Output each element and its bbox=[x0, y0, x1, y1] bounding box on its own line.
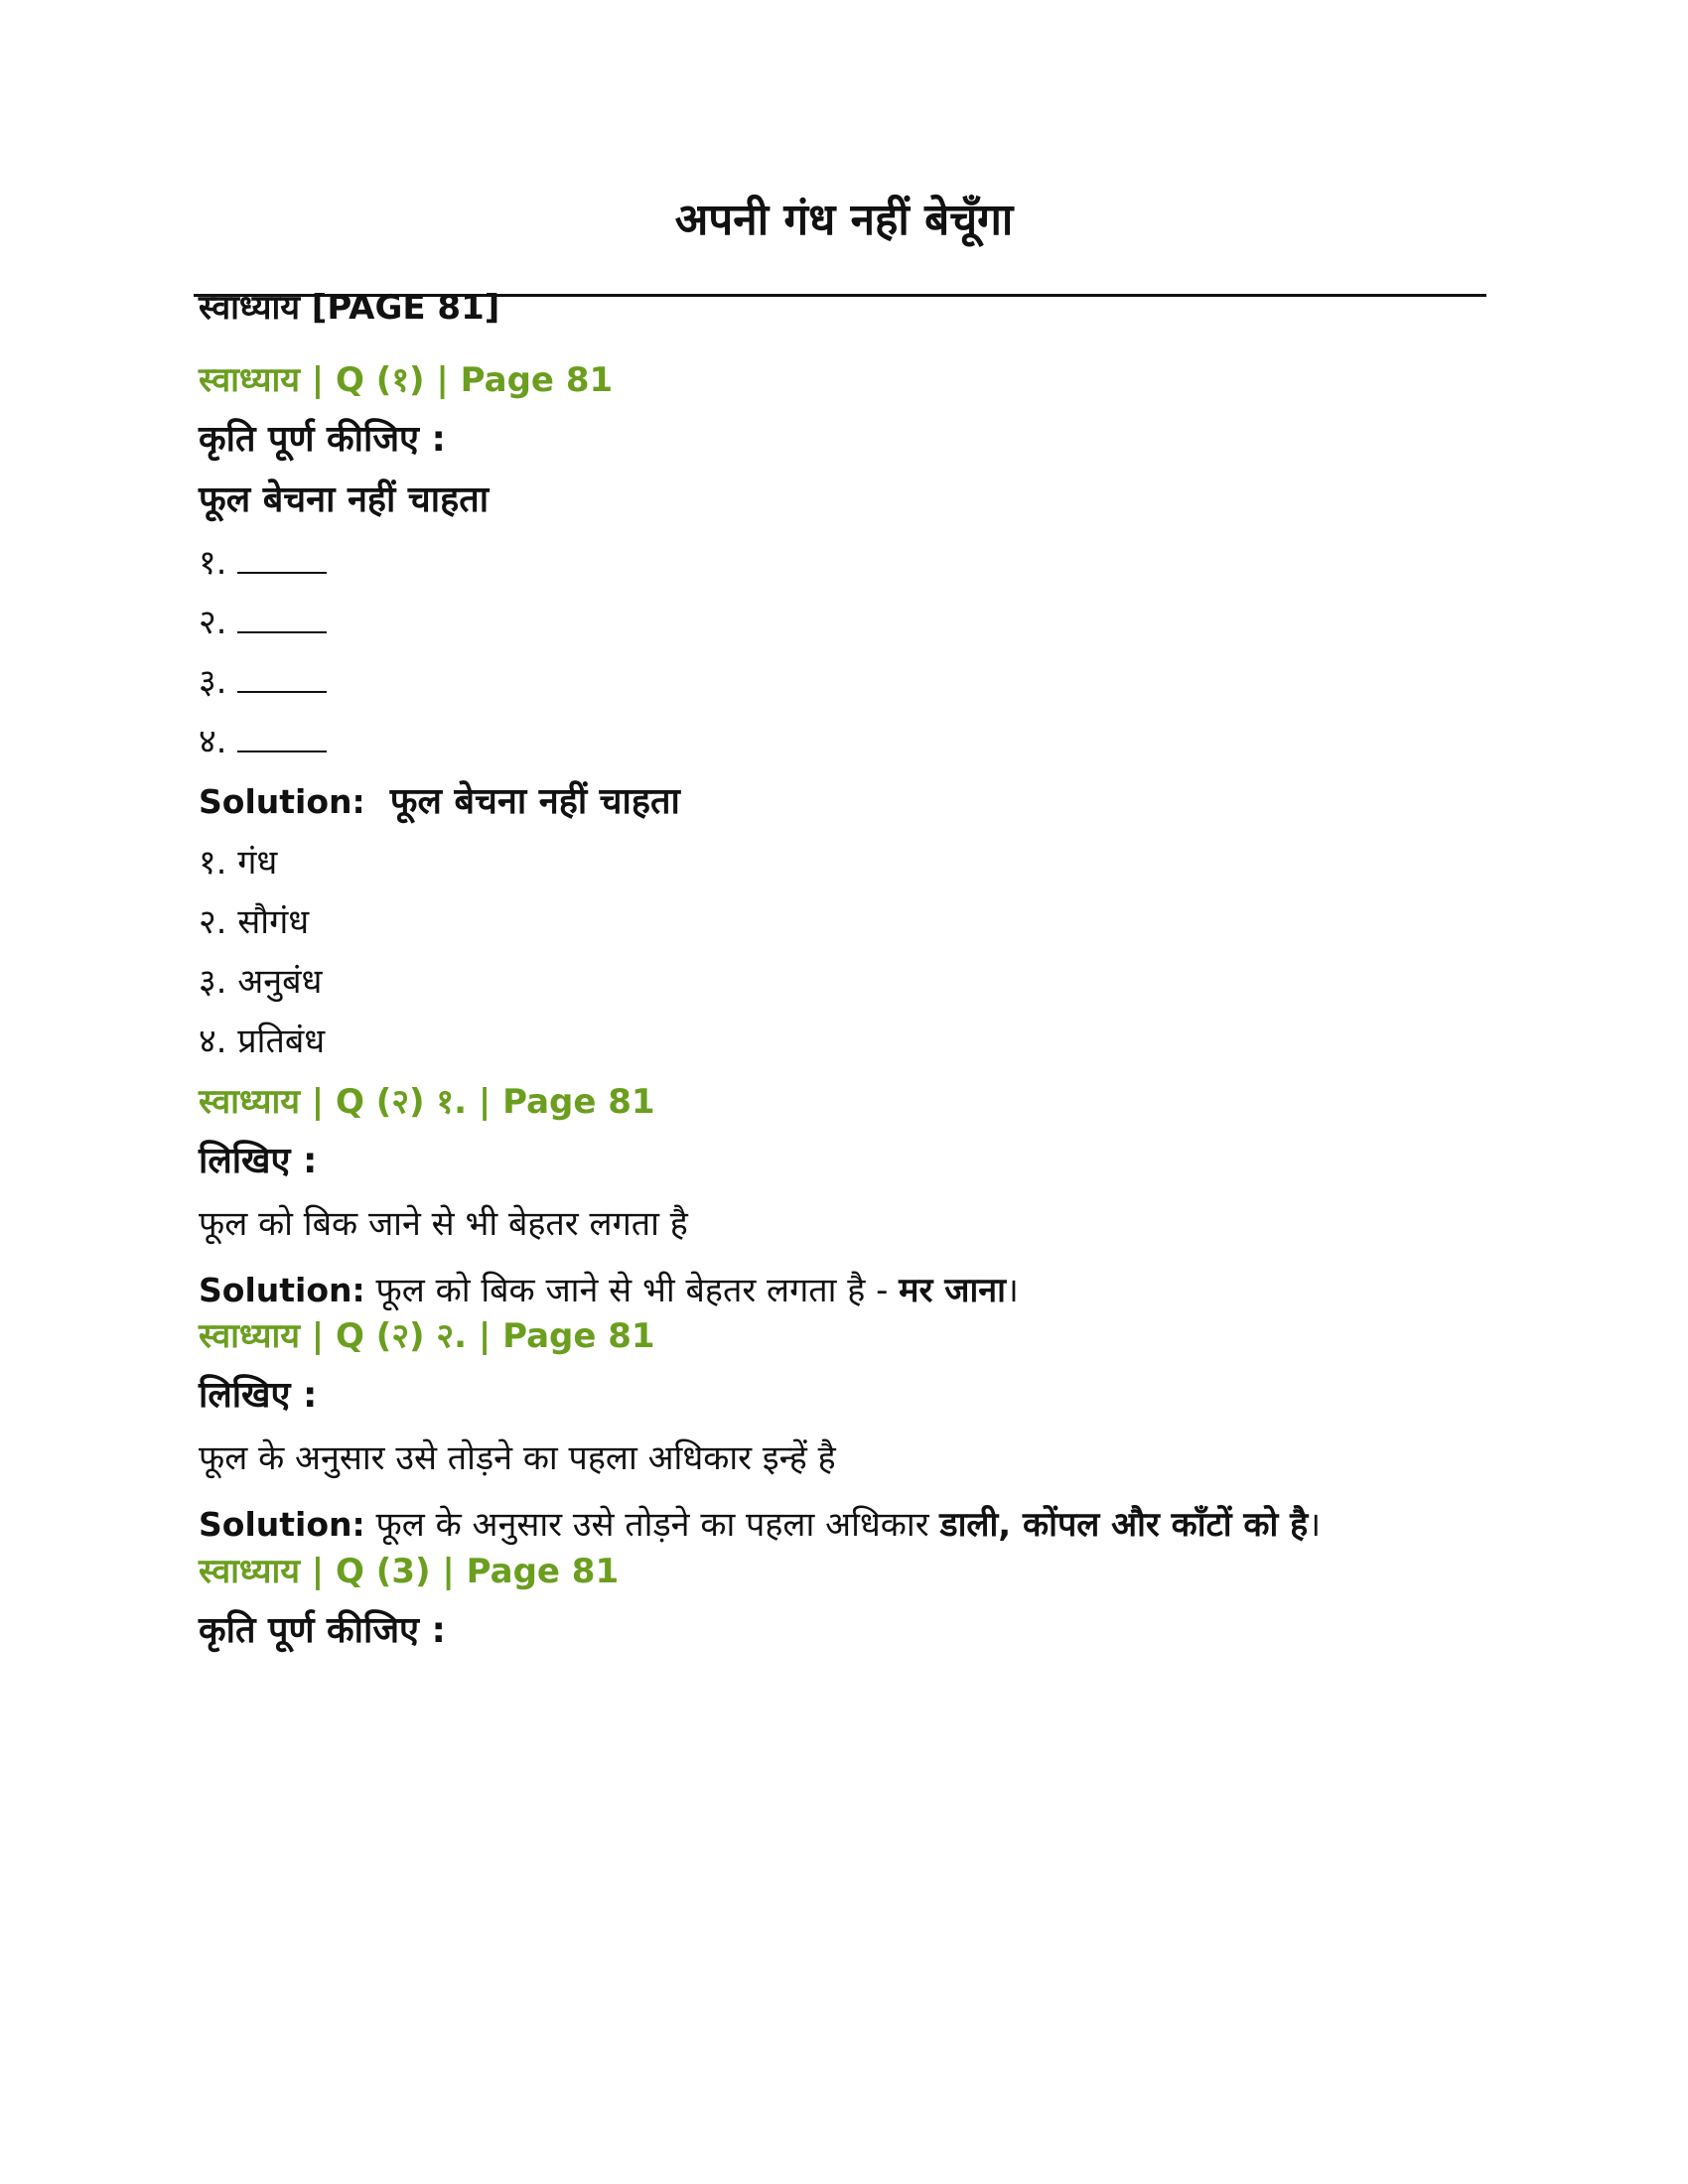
q2-1-question: फूल को बिक जाने से भी बेहतर लगता है bbox=[199, 1204, 688, 1244]
q1-instruction: कृति पूर्ण कीजिए : bbox=[199, 419, 446, 460]
solution-label: Solution: bbox=[199, 782, 365, 821]
blank-number: ४. bbox=[199, 722, 227, 761]
q1-blank-4 bbox=[199, 720, 327, 763]
q1-blank-3 bbox=[199, 660, 327, 704]
blank-line bbox=[237, 546, 327, 574]
blank-line bbox=[237, 665, 327, 693]
q2-1-heading: स्वाध्याय | Q (२) १. | Page 81 bbox=[199, 1082, 655, 1122]
q2-1-instruction: लिखिए : bbox=[199, 1141, 318, 1181]
solution-heading: फूल बेचना नहीं चाहता bbox=[389, 781, 680, 822]
solution-label: Solution: bbox=[199, 1271, 365, 1309]
q1-heading: स्वाध्याय | Q (१) | Page 81 bbox=[199, 360, 614, 400]
q2-2-solution bbox=[199, 1503, 1321, 1547]
solution-label: Solution: bbox=[199, 1505, 365, 1544]
blank-number: १. bbox=[199, 543, 227, 583]
q1-answer-2: २. सौगंध bbox=[199, 902, 310, 942]
solution-answer: डाली, कोंपल और काँटों को है bbox=[939, 1505, 1309, 1545]
section-heading: स्वाध्याय [PAGE 81] bbox=[199, 288, 500, 328]
q1-answer-4: ४. प्रतिबंध bbox=[199, 1022, 326, 1061]
q2-1-solution bbox=[199, 1269, 1019, 1312]
q1-prompt: फूल बेचना नहीं चाहता bbox=[199, 479, 490, 520]
solution-end-mark: । bbox=[1005, 1271, 1019, 1310]
q2-2-instruction: लिखिए : bbox=[199, 1375, 318, 1416]
q3-heading: स्वाध्याय | Q (3) | Page 81 bbox=[199, 1552, 620, 1591]
q2-2-question: फूल के अनुसार उसे तोड़ने का पहला अधिकार इन्हें है bbox=[199, 1438, 836, 1478]
blank-number: २. bbox=[199, 603, 227, 642]
page-title: अपनी गंध नहीं बेचूँगा bbox=[674, 195, 1014, 245]
q1-blank-2 bbox=[199, 601, 327, 644]
blank-number: ३. bbox=[199, 662, 227, 702]
solution-text: फूल को बिक जाने से भी बेहतर लगता है - bbox=[375, 1271, 900, 1310]
solution-text: फूल के अनुसार उसे तोड़ने का पहला अधिकार bbox=[375, 1505, 940, 1545]
q1-answer-3: ३. अनुबंध bbox=[199, 962, 323, 1002]
q1-solution bbox=[199, 780, 680, 824]
solution-end-mark: । bbox=[1308, 1505, 1322, 1545]
q2-2-heading: स्वाध्याय | Q (२) २. | Page 81 bbox=[199, 1316, 655, 1356]
blank-line bbox=[237, 606, 327, 633]
solution-answer: मर जाना bbox=[899, 1271, 1006, 1310]
q1-answer-1: १. गंध bbox=[199, 843, 278, 883]
blank-line bbox=[237, 725, 327, 752]
q3-instruction: कृति पूर्ण कीजिए : bbox=[199, 1610, 446, 1651]
q1-blank-1 bbox=[199, 541, 327, 585]
